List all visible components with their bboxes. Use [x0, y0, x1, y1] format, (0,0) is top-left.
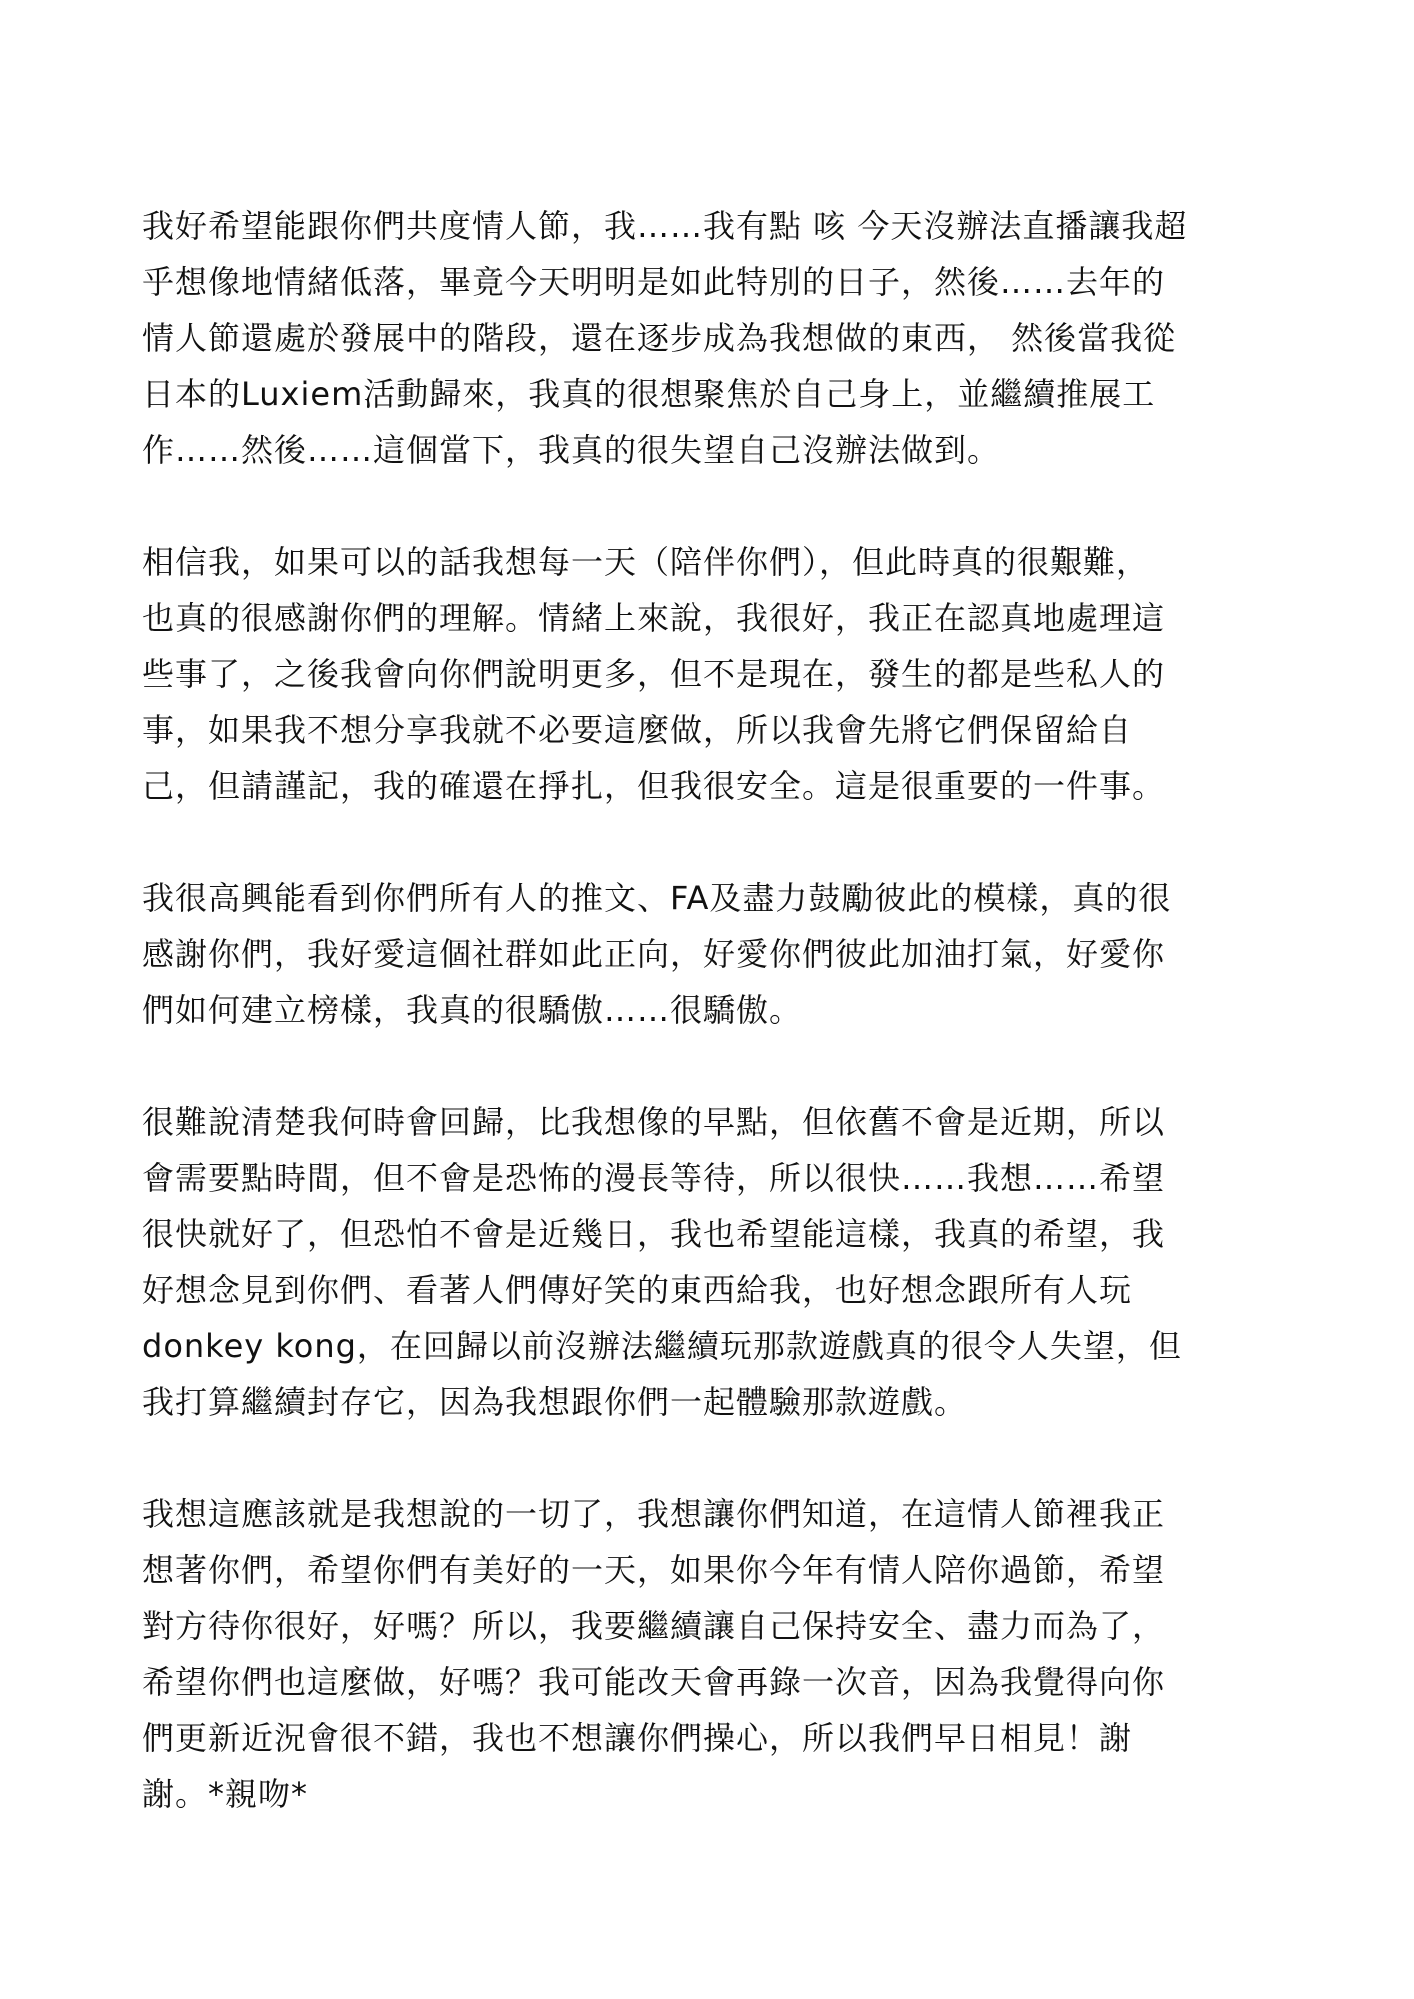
document-body [142, 198, 1282, 1878]
paragraph-3 [142, 870, 1282, 1038]
text-line: 感謝你們，我好愛這個社群如此正向，好愛你們彼此加油打氣，好愛你 [142, 935, 1166, 973]
text-line: 我打算繼續封存它，因為我想跟你們一起體驗那款遊戲。 [142, 1383, 968, 1421]
text-line: 我很高興能看到你們所有人的推文、FA及盡力鼓勵彼此的模樣，真的很 [142, 879, 1172, 917]
text-line: 日本的Luxiem活動歸來，我真的很想聚焦於自己身上，並繼續推展工 [142, 375, 1156, 413]
paragraph-2 [142, 534, 1282, 814]
text-line: 會需要點時間，但不會是恐怖的漫長等待，所以很快……我想……希望 [142, 1159, 1166, 1197]
text-line: 乎想像地情緒低落，畢竟今天明明是如此特別的日子，然後……去年的 [142, 263, 1166, 301]
text-line: 相信我，如果可以的話我想每一天（陪伴你們），但此時真的很艱難， [142, 543, 1150, 581]
text-line: 也真的很感謝你們的理解。情緒上來說，我很好，我正在認真地處理這 [142, 599, 1166, 637]
text-line: 好想念見到你們、看著人們傳好笑的東西給我，也好想念跟所有人玩 [142, 1271, 1133, 1309]
text-line: 作……然後……這個當下，我真的很失望自己沒辦法做到。 [142, 431, 1001, 469]
text-line: 情人節還處於發展中的階段，還在逐步成為我想做的東西， 然後當我從 [142, 319, 1177, 357]
text-line: 我想這應該就是我想說的一切了，我想讓你們知道，在這情人節裡我正 [142, 1495, 1166, 1533]
text-line: 謝。*親吻* [142, 1775, 309, 1813]
text-line: 己，但請謹記，我的確還在掙扎，但我很安全。這是很重要的一件事。 [142, 767, 1166, 805]
text-line: 事，如果我不想分享我就不必要這麼做，所以我會先將它們保留給自 [142, 711, 1133, 749]
text-line: 希望你們也這麼做，好嗎？我可能改天會再錄一次音，因為我覺得向你 [142, 1663, 1166, 1701]
text-line: donkey kong，在回歸以前沒辦法繼續玩那款遊戲真的很令人失望，但 [142, 1327, 1182, 1365]
text-line: 們如何建立榜樣，我真的很驕傲……很驕傲。 [142, 991, 803, 1029]
text-line: 對方待你很好，好嗎？所以，我要繼續讓自己保持安全、盡力而為了， [142, 1607, 1166, 1645]
text-line: 很快就好了，但恐怕不會是近幾日，我也希望能這樣，我真的希望，我 [142, 1215, 1166, 1253]
text-line: 我好希望能跟你們共度情人節，我……我有點 咳 今天沒辦法直播讓我超 [142, 207, 1188, 245]
text-line: 想著你們，希望你們有美好的一天，如果你今年有情人陪你過節，希望 [142, 1551, 1166, 1589]
paragraph-5 [142, 1486, 1282, 1822]
text-line: 很難說清楚我何時會回歸，比我想像的早點，但依舊不會是近期，所以 [142, 1103, 1166, 1141]
text-line: 些事了，之後我會向你們說明更多，但不是現在，發生的都是些私人的 [142, 655, 1166, 693]
text-line: 們更新近況會很不錯，我也不想讓你們操心，所以我們早日相見！謝 [142, 1719, 1133, 1757]
paragraph-1 [142, 198, 1282, 478]
paragraph-4 [142, 1094, 1282, 1430]
